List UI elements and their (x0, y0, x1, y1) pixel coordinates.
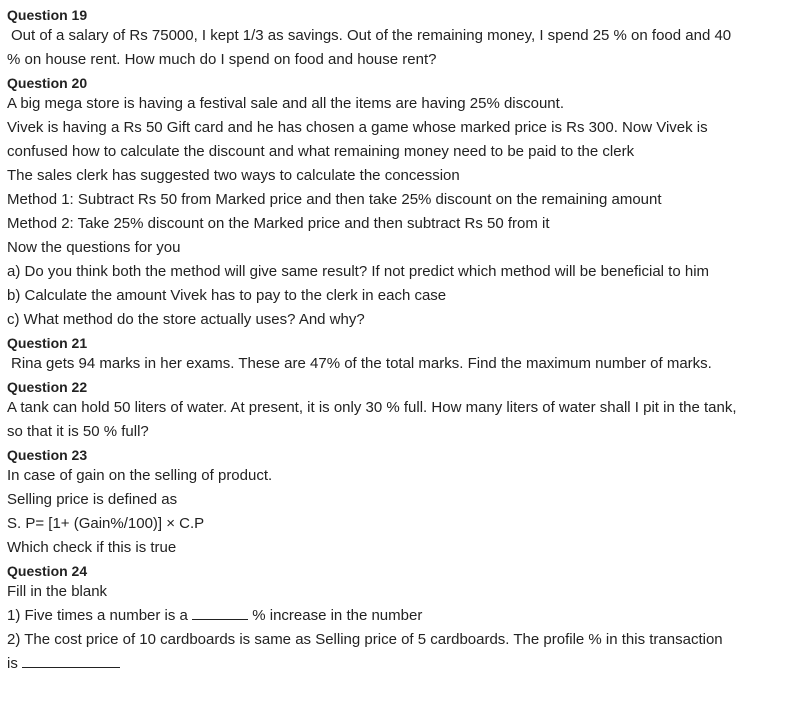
question-text-line: c) What method do the store actually uses? And why? (7, 311, 365, 328)
question-text-line: Out of a salary of Rs 75000, I kept 1/3 as savings. Out of the remaining money, I spend 25 % on food and 40 (11, 27, 732, 44)
question-text-line: Method 1: Subtract Rs 50 from Marked price and then take 25% discount on the remaining amount (7, 191, 662, 208)
question-text-fragment: 1) Five times a number is a (7, 607, 193, 624)
formula-line: S. P= [1+ (Gain%/100)] × C.P (7, 515, 205, 532)
question-title: Question 20 (7, 75, 88, 91)
fill-blank-line (7, 652, 793, 676)
question-19 (7, 4, 793, 72)
question-text-line: Fill in the blank (7, 583, 108, 600)
question-23 (7, 444, 793, 560)
question-20 (7, 72, 793, 332)
question-text-line: so that it is 50 % full? (7, 423, 149, 440)
question-text-line: A big mega store is having a festival sale and all the items are having 25% discount. (7, 95, 564, 112)
question-text-line: a) Do you think both the method will give same result? If not predict which method will be beneficial to him (7, 263, 710, 280)
question-title: Question 22 (7, 379, 88, 395)
question-21 (7, 332, 793, 376)
question-24 (7, 560, 793, 676)
question-title: Question 19 (7, 7, 88, 23)
answer-blank (22, 653, 120, 668)
question-text-line: Rina gets 94 marks in her exams. These are 47% of the total marks. Find the maximum number of marks. (11, 355, 712, 372)
fill-blank-line (7, 604, 793, 628)
question-text-line: 2) The cost price of 10 cardboards is same as Selling price of 5 cardboards. The profile % in this transaction (7, 631, 723, 648)
question-text-fragment: is (7, 655, 22, 672)
question-text-line: The sales clerk has suggested two ways to calculate the concession (7, 167, 460, 184)
question-text-line: Now the questions for you (7, 239, 181, 256)
question-text-line: b) Calculate the amount Vivek has to pay to the clerk in each case (7, 287, 447, 304)
question-text-line: % on house rent. How much do I spend on food and house rent? (7, 51, 437, 68)
question-text-line: In case of gain on the selling of product. (7, 467, 273, 484)
question-text-line: confused how to calculate the discount and what remaining money need to be paid to the clerk (7, 143, 635, 160)
question-text-line: Which check if this is true (7, 539, 177, 556)
question-text-fragment: % increase in the number (248, 607, 423, 624)
question-text-line: A tank can hold 50 liters of water. At present, it is only 30 % full. How many liters of water shall I pit in the tank, (7, 399, 737, 416)
question-text-line: Vivek is having a Rs 50 Gift card and he has chosen a game whose marked price is Rs 300. Now Vivek is (7, 119, 708, 136)
question-text-line: Selling price is defined as (7, 491, 178, 508)
question-title: Question 24 (7, 563, 88, 579)
answer-blank (192, 605, 248, 620)
question-text-line: Method 2: Take 25% discount on the Marked price and then subtract Rs 50 from it (7, 215, 550, 232)
question-title: Question 21 (7, 335, 88, 351)
question-22 (7, 376, 793, 444)
question-title: Question 23 (7, 447, 88, 463)
